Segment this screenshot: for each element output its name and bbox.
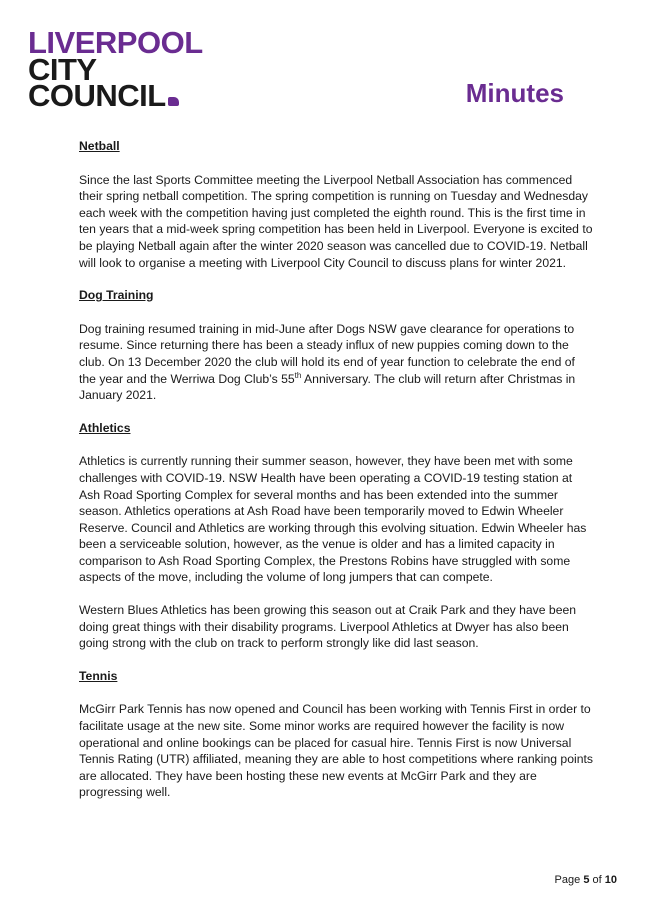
section-dog-training bbox=[79, 287, 595, 404]
section-netball bbox=[79, 138, 595, 271]
section-tennis bbox=[79, 668, 595, 801]
paragraph-dog-training-1-text-a: Dog training resumed training in mid-June after Dogs NSW gave clearance for operations to resume. Since returning there has been a steady influx of new puppies coming down to the club. On 13 December 2020 the club will hold its end of year function to celebrate the end of the year and the Werriwa Dog Club’s 55 bbox=[79, 321, 575, 386]
logo-mark-icon bbox=[168, 97, 179, 106]
paragraph-athletics-2: Western Blues Athletics has been growing this season out at Craik Park and they have been doing great things with their disability programs. Liverpool Athletics at Dwyer has also been going strong with the club on track to perform strongly like did last season. bbox=[79, 603, 577, 651]
page-number bbox=[555, 874, 617, 886]
page-label: Page bbox=[554, 874, 581, 886]
logo-line-city: CITY bbox=[28, 51, 97, 87]
paragraph-tennis-1: McGirr Park Tennis has now opened and Council has been working with Tennis First in order to facilitate usage at the new site. Some minor works are required however the facility is now operational and online bookings can be placed for casual hire. Tennis First is now Universal Tennis Rating (UTR) affiliated, meaning they are able to host competitions where ranking points are allocated. They have been hosting these new events at McGirr Park and they are progressing well. bbox=[79, 702, 593, 800]
document-body bbox=[79, 138, 595, 817]
document-type-title: Minutes bbox=[465, 78, 564, 108]
section-heading-dog-training: Dog Training bbox=[79, 288, 154, 303]
page-of: of bbox=[592, 874, 602, 886]
paragraph-dog-training-1 bbox=[79, 321, 595, 404]
section-heading-athletics: Athletics bbox=[79, 420, 131, 435]
section-heading-netball: Netball bbox=[79, 139, 120, 153]
paragraph-dog-training-1-text-b: Anniversary. The club will return after Christmas in January 2021. bbox=[79, 371, 576, 403]
paragraph-athletics-1: Athletics is currently running their summer season, however, they have been met with some challenges with COVID-19. NSW Health have been operating a COVID-19 testing station at Ash Road Sporting Complex for several months and has been extended into the summer season. Athletics operations at Ash Road have been temporarily moved to Edwin Wheeler Reserve. Council and Athletics are working through this evolving situation. Edwin Wheeler has been a serviceable solution, however, as the venue is older and has a limited capacity in comparison to Ash Road Sporting Complex, the Prestons Robins have struggled with some aspects of the move, including the volume of long jumpers that can compete. bbox=[79, 454, 587, 585]
paragraph-netball-1: Since the last Sports Committee meeting the Liverpool Netball Association has commenced their spring netball competition. The spring competition is running on Tuesday and Wednesday each week with the competition having just completed the eighth round. This is the first time in ten years that a mid-week spring competition has been held in Liverpool. Everyone is excited to be playing Netball again after the winter 2020 season was cancelled due to COVID-19. Netball will look to organise a meeting with Liverpool City Council to discuss plans for winter 2021. bbox=[79, 172, 593, 270]
council-logo bbox=[28, 25, 203, 114]
page-total: 10 bbox=[604, 874, 617, 886]
ordinal-suffix: th bbox=[294, 370, 302, 380]
logo-line-liverpool: LIVERPOOL bbox=[28, 25, 203, 60]
section-athletics bbox=[79, 420, 595, 652]
section-heading-tennis: Tennis bbox=[79, 668, 118, 683]
logo-line-council-text: COUNCIL bbox=[28, 78, 166, 114]
logo-line-council bbox=[28, 78, 203, 114]
page-current: 5 bbox=[583, 874, 590, 886]
